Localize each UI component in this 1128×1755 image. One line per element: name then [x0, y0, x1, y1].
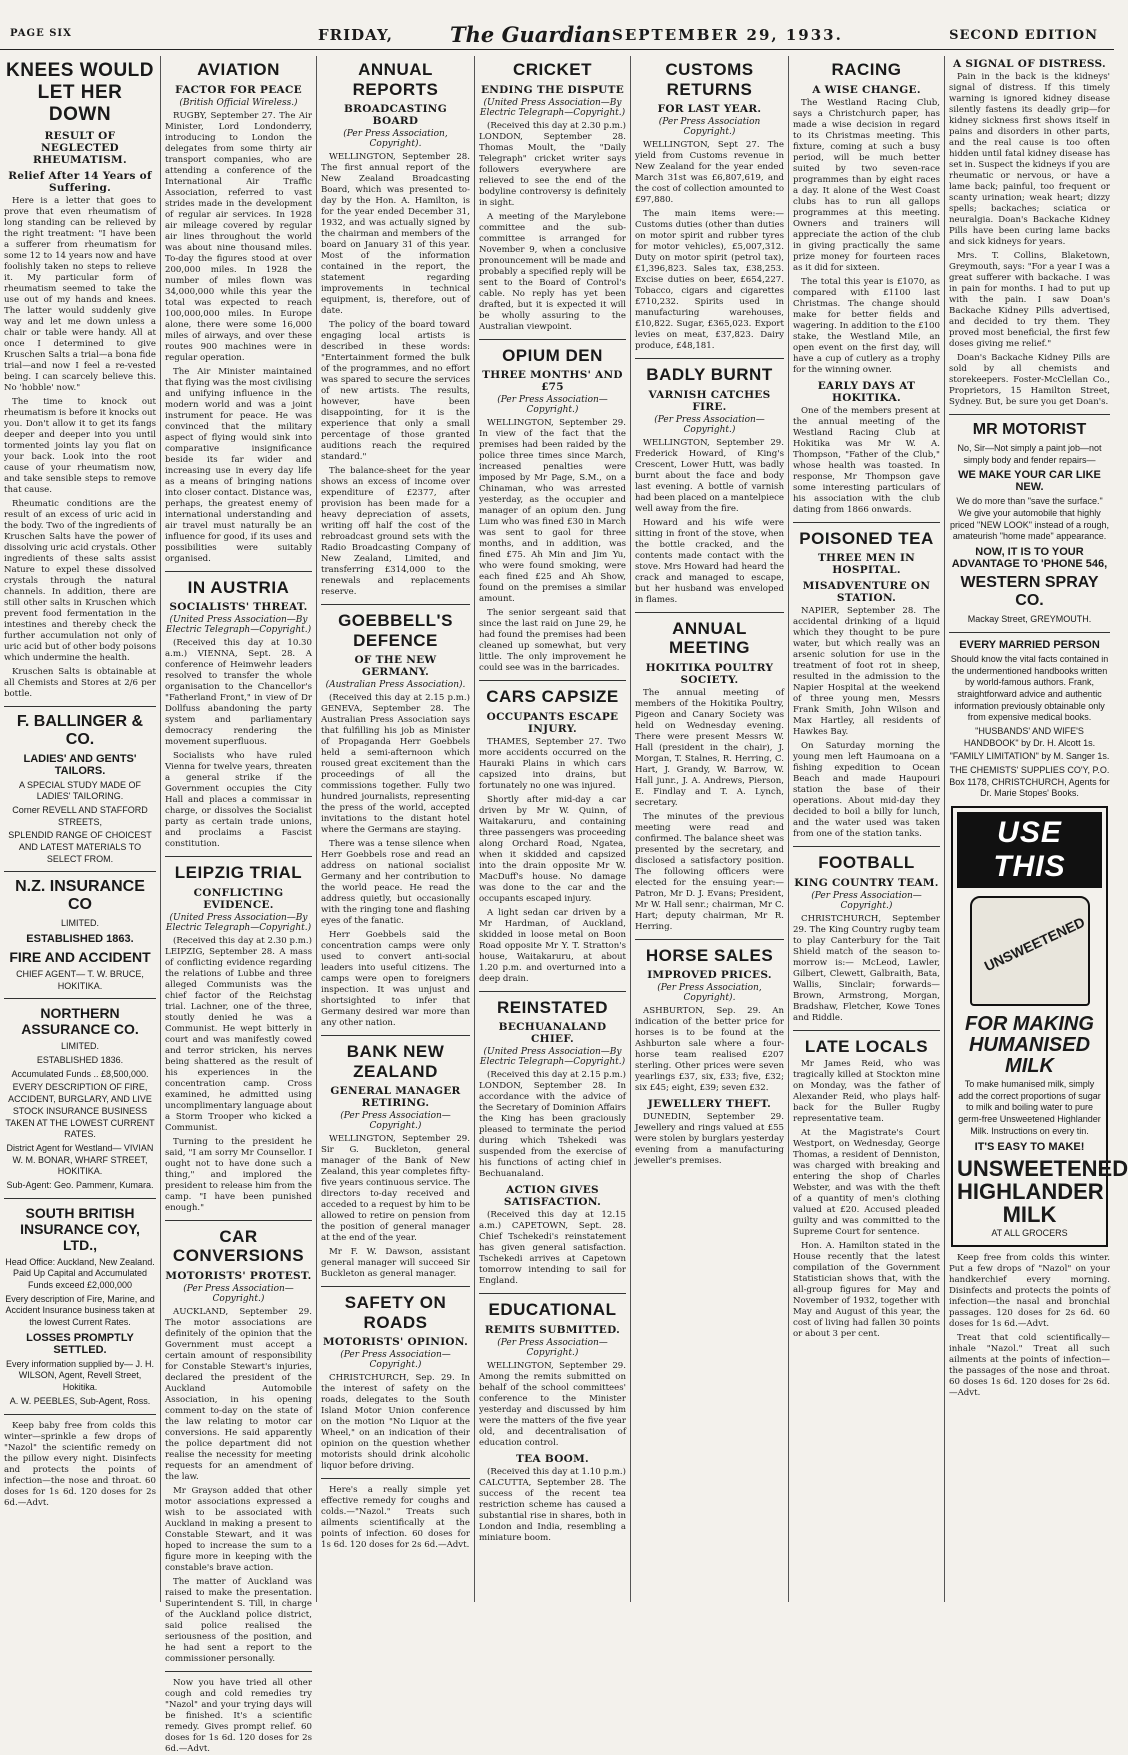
- source-line: (Per Press Association— Copyright.): [340, 1350, 451, 1371]
- article-paragraph: Mr Grayson added that other motor associations expressed a wish to be associated with Auckland in making a present to Constable Stewart, and it was hoped to increase the sum to a figure more in keeping with the constable's brave action.: [165, 1485, 312, 1573]
- headline: BANK NEW ZEALAND: [346, 1042, 445, 1081]
- article-paragraph: DUNEDIN, September 29. Jewellery and rings valued at £55 were stolen by burglars yesterday evening from a manufacturing jeweller's premises.: [635, 1112, 784, 1167]
- advert-title: WESTERN SPRAY CO.: [960, 574, 1099, 610]
- source-line: (United Press Association—By Electric Telegraph—Copyright.): [479, 1047, 626, 1068]
- headline: BADLY BURNT: [646, 365, 773, 385]
- article-paragraph: Hon. A. Hamilton stated in the House recently that the latest compilation of the Government Statistician shows that, with the all-group figures for May and November of 1932, together with May and August of this year, the cost of living had fallen 30 points or about 3 per cent.: [793, 1241, 940, 1340]
- headline: POISONED TEA: [799, 528, 934, 548]
- advert-title: N.Z. INSURANCE CO: [15, 878, 145, 914]
- advert-line: Sub-Agent: Geo. Pammenr, Kumara.: [6, 1179, 154, 1190]
- advert-nazol: Treat that cold scientifically—inhale "Nazol." Treat all such ailments at the points of infection—the passages of the nose and throat. 60 doses 1s 6d. 120 doses for 2s 6d.—Advt.: [949, 1333, 1110, 1399]
- subheadline: OF THE NEW GERMANY.: [354, 654, 437, 679]
- subheadline: THREE MONTHS' AND £75: [482, 369, 623, 394]
- advert-line: CHIEF AGENT— T. W. BRUCE, HOKITIKA.: [16, 969, 144, 991]
- article-paragraph: Socialists who have ruled Vienna for twelve years, threaten a general strike if the Government occupies the City Hall and places a commissar in charge, or dissolves the Socialist party as certain trade unions, and proclaims a Fascist constitution.: [165, 751, 312, 850]
- advert-title: F. BALLINGER & CO.: [16, 712, 144, 748]
- advert-line: LOSSES PROMPTLY SETTLED.: [26, 1331, 134, 1356]
- article-paragraph: WELLINGTON, September 29. Among the remits submitted on behalf of the school committees' conference to the Minister yesterday and discussed by him were the matters of the five year old, and decentralisation of education control.: [479, 1360, 626, 1448]
- article-paragraph: A light sedan car driven by a Mr Hardman, of Auckland, skidded in loose metal on Boon Road opposite Mr Y. T. Stratton's house, Waitakaruru, at about 1.20 p.m. and overturned into a deep drain.: [479, 907, 626, 984]
- advert-line: We do more than "save the surface." We give your automobile that highly priced "NEW LOOK" instead of a rough, amateurish "home made" appearance.: [950, 496, 1109, 542]
- article-paragraph: The Westland Racing Club, says a Christchurch paper, has made a wise decision in regard to its Christmas meeting. This fixture, coming at such a busy period, will be much better suited by two seven-race programmes than by eight races a day. It alone of the West Coast clubs has to run all gallops programmes at this meeting. Owners and trainers will appreciate the action of the club in giving practically the same prize money for fourteen races as it did for sixteen.: [793, 97, 940, 273]
- article-paragraph: ASHBURTON, Sep. 29. An indication of the better price for horses is to be found at the Ashburton sale where a four-horse team realised £207 sterling. Other prices were seven yearlings £37, six, £33; five, £32; six £45; eight, £39; seven £32.: [635, 1006, 784, 1094]
- headline: ANNUAL MEETING: [669, 618, 750, 658]
- headline: CRICKET: [512, 60, 593, 79]
- divider: [635, 939, 784, 940]
- article-paragraph: THAMES, September 27. Two more accidents occurred on the Hauraki Plains in which cars capsized into drains, but fortunately no one was injured.: [479, 736, 626, 791]
- divider: [321, 604, 470, 605]
- advert-nazol: Now you have tried all other cough and cold remedies try "Nazol" and your trying days will be finished. It's a scientific remedy. Gives prompt relief. 60 doses for 1s 6d. 120 doses for 2s 6d.—Advt.: [165, 1677, 312, 1754]
- article-paragraph: Howard and his wife were sitting in front of the stove, when the bottle cracked, and the contents made contact with the stove. Mrs Howard had heard the crack and managed to escape, but her husband was enveloped in flames.: [635, 517, 784, 605]
- advert-line: FIRE AND ACCIDENT: [9, 949, 151, 966]
- subheadline: KING COUNTRY TEAM.: [794, 876, 939, 889]
- advert-line: No, Sir—Not simply a paint job—not simply body and fender repairs—: [957, 443, 1102, 465]
- divider: [635, 612, 784, 613]
- edition-label: SECOND EDITION: [949, 28, 1098, 43]
- subheadline: OCCUPANTS ESCAPE INJURY.: [486, 710, 619, 735]
- column-3: [317, 54, 474, 1604]
- article-paragraph: (Received this day at 2.15 p.m.) LONDON, September 28. In accordance with the advice of the Secretary of Dominion Affairs the King has been graciously pleased to terminate the period during which Tshekedi was suspended from the exercise of his functions of acting chief in Bechuanaland.: [479, 1070, 626, 1180]
- subheadline: TEA BOOM.: [516, 1452, 589, 1465]
- tin-label: UNSWEETENED: [981, 913, 1087, 975]
- article-paragraph: On Saturday morning the young men left Haumoana on a fishing expedition to Ocean Beach and made Haupouri station the base of their operations. About mid-day they decided to boil a billy for lunch, and the water used was taken from one of the station tanks.: [793, 741, 940, 840]
- article-paragraph: WELLINGTON, Sept 27. The yield from Customs revenue in New Zealand for the year ended March 31st was £6,807,619, and the cost of collection amounted to £97,880.: [635, 140, 784, 206]
- subheadline: BECHUANALAND CHIEF.: [498, 1021, 607, 1046]
- subheadline: GENERAL MANAGER RETIRING.: [330, 1085, 461, 1110]
- article-paragraph: (Received this day at 2.30 p.m.) LEIPZIG, September 28. A mass of conflicting evidence regarding the relations of Lubbe and three alleged Communists was the chief factor of the Reichstag trial. Lachner, one of the three, stoutly denied he was a Communist. He wept bitterly in court and was manifestly cowed and terror stricken, his nerves being shattered as the result of his experiences in the concentration camp. Cross examined, he admitted using uncomplimentary language about a Storm Trooper who kicked a Communist.: [165, 935, 312, 1133]
- divider: [793, 522, 940, 523]
- headline: SAFETY ON ROADS: [344, 1293, 447, 1332]
- source-line: (United Press Association—By Electric Telegraph—Copyright.): [479, 97, 626, 118]
- source-line: (Per Press Association—Copyright.): [654, 414, 765, 435]
- advert-line: EVERY DESCRIPTION OF FIRE, ACCIDENT, BURGLARY, AND LIVE STOCK INSURANCE BUSINESS TAKEN AT THE LOWEST CURRENT RATES.: [5, 1082, 155, 1140]
- advert-line: Accumulated Funds .. £8,500,000.: [11, 1068, 149, 1079]
- article-paragraph: The minutes of the previous meeting were read and confirmed. The balance sheet was presented by the secretary, and disclosed a satisfactory position. The following officers were elected for the ensuing year:—Patron, Mr D. J. Evans; President, Mr W. Hall senr.; chairman, Mr C. Hart; deputy chairman, Mr R. Herring.: [635, 811, 784, 932]
- article-paragraph: Rheumatic conditions are the result of an excess of uric acid in the body. Two of the ingredients of Kruschen Salts have the power of dissolving uric acid crystals. Other ingredients of these salts assist Nature to expel these dissolved crystals through the natural channels. In addition, there are still other salts in Kruschen which prevent food fermentation in the intestines and thereby check the further accumulation not only of uric acid but of other body poisons which undermine the health.: [4, 498, 156, 663]
- article-paragraph: One of the members present at the annual meeting of the Westland Racing Club at Hokitika was Mr W. A. Thompson, "Father of the Club," whose health was toasted. In response, Mr Thompson gave some interesting particulars of his association with the club dating from 1866 onwards.: [793, 405, 940, 515]
- advert-line: LIMITED.: [60, 1041, 99, 1052]
- headline: LATE LOCALS: [804, 1036, 929, 1056]
- subheadline: FOR LAST YEAR.: [657, 103, 762, 116]
- article-paragraph: The main items were:— Customs duties (other than duties on motor spirit and rubber tyres for motor vehicles), £5,007,312. Duty on motor spirit (petrol tax), £1,396,823. Sales tax, £38,253. Excise duties on beer, £654,227. Tobacco, cigars and cigarettes £710,232. Spirits used in manufacturing warehouses, £10,822. Sugar, £365,023. Export levies on meat, £37,823. Dairy produce, £48,181.: [635, 209, 784, 352]
- advert-line: Every information supplied by— J. H. WILSON, Agent, Revell Street, Hokitika.: [5, 1358, 155, 1393]
- advert-nz-insurance: [4, 878, 156, 992]
- subheadline: ACTION GIVES SATISFACTION.: [503, 1184, 602, 1209]
- subheadline: MOTORISTS' PROTEST.: [165, 1269, 312, 1282]
- divider: [165, 1220, 312, 1221]
- advert-line: "FAMILY LIMITATION" by M. Sanger 1s.: [949, 751, 1110, 762]
- article-paragraph: Here is a letter that goes to prove that even rheumatism of long standing can be relieved by the right treatment: "I have been a sufferer from rheumatism for some 12 to 14 years now and have foolishly taken no steps to relieve it. My particular form of rheumatism seemed to take the use out of my hands and knees. The latter would suddenly give way and let me down unless a chair or table were handy. All at once I determined to give Kruschen Salts a trial—a bona fide trial—and now I feel a re-vested being. I can scarcely believe this. No 'hobble' now.": [4, 195, 156, 393]
- subheadline: VARNISH CATCHES FIRE.: [648, 388, 771, 413]
- advert-south-british: [4, 1205, 156, 1408]
- article-paragraph: (Received this day at 10.30 a.m.) VIENNA, Sept. 28. A conference of Heimwehr leaders resolved to transfer the whole organisation to the Chancellor's "Fatherland Front," in view of Dr Dollfuss abandoning the party system and parliamentary democracy rendering the movement superfluous.: [165, 638, 312, 748]
- divider: [793, 1030, 940, 1031]
- advert-line: A SPECIAL STUDY MADE OF LADIES' TAILORING.: [18, 779, 142, 802]
- article-paragraph: Herr Goebbels said the concentration camps were only used to convert anti-social leaders into useful citizens. The camps were open to foreigners inspection. It was unjust and shortsighted to infer that Germany desired war more than any other nation.: [321, 930, 470, 1029]
- advert-line: WE MAKE YOUR CAR LIKE NEW.: [958, 469, 1101, 494]
- article-paragraph: WELLINGTON, September 29. Sir G. Buckleton, general manager of the Bank of New Zealand, this year completes fifty-five years continuous service. The directors to-day received and acceded to a request by him to be allowed to retire on pension from the position of general manager at the end of the year.: [321, 1134, 470, 1244]
- source-line: (British Official Wireless.): [179, 97, 298, 108]
- advert-title: MR MOTORIST: [972, 421, 1087, 438]
- advert-ballinger: [4, 713, 156, 866]
- divider: [949, 414, 1110, 415]
- subheadline: A WISE CHANGE.: [812, 83, 921, 96]
- advert-line: Mackay Street, GREYMOUTH.: [967, 614, 1092, 625]
- article-paragraph: Doan's Backache Kidney Pills are sold by all chemists and storekeepers. Foster-McClellan Co., Proprietors, 15 Hamilton Street, Sydney. But, be sure you get Doan's.: [949, 353, 1110, 407]
- source-line: (Per Press Association— Copyright.): [497, 395, 608, 416]
- article-paragraph: AUCKLAND, September 29. The motor associations are definitely of the opinion that the Government must accept a certain amount of responsibility for Constable Stewart's injuries, declared the president of the Auckland Automobile Association, in his opening comment to-day on the state of the law relating to motor car conversions. He said apparently the police department did not realise the necessity for meeting requests for an amendment of the law.: [165, 1306, 312, 1482]
- divider: [479, 991, 626, 992]
- divider: [321, 1035, 470, 1036]
- advert-highlander-milk: [951, 806, 1128, 1247]
- headline: CAR CONVERSIONS: [172, 1226, 305, 1266]
- subheadline: SOCIALISTS' THREAT.: [169, 601, 308, 614]
- subheadline: THREE MEN IN HOSPITAL.: [817, 552, 916, 577]
- headline: CUSTOMS RETURNS: [665, 60, 754, 99]
- headline: LEIPZIG TRIAL: [174, 863, 303, 883]
- column-7: [945, 54, 1128, 1604]
- article-paragraph: The balance-sheet for the year shows an excess of income over expenditure of £2377, after provision has been made for a heavy depreciation of assets, writing off half the cost of the rebroadcast ground sets with the Radio Broadcasting Company of New Zealand, Limited, and transferring £314,000 to the renewals and replacements reserve.: [321, 466, 470, 598]
- column-5: [631, 54, 788, 1604]
- article-paragraph: The senior sergeant said that since the last raid on June 29, he had found the premises had been cleaned up somewhat, but very little. The only improvement he could see was in the barricades.: [479, 608, 626, 674]
- subheadline: CONFLICTING EVIDENCE.: [193, 886, 284, 911]
- divider: [4, 1414, 156, 1415]
- article-paragraph: The policy of the board toward engaging local artists is described in these words: "Entertainment formed the bulk of the programmes, and no effort was spared to secure the services of new artists. The results, however, have been disappointing, for it is the experience that only a small percentage of those granted auditions reach the required standard.": [321, 320, 470, 463]
- article-paragraph: At the Magistrate's Court Westport, on Wednesday, George Thomas, a resident of Denniston, was charged with breaking and entering the shop of Charles Webster, and was with the theft of a quantity of men's clothing valued at £20. Accused pleaded guilty and was committed to the Supreme Court for sentence.: [793, 1128, 940, 1238]
- article-paragraph: The time to knock out rheumatism is before it knocks out you. Don't allow it to get its fangs deeper and deeper into you until tormented joints lay you flat on your back. Look into the root cause of your rheumatism now, and take sensible steps to remove that cause.: [4, 396, 156, 495]
- advert-nazol: Here's a really simple yet effective remedy for coughs and colds.—"Nazol." Treats such ailments scientifically at the points of infection. 60 doses for 1s 6d. 120 doses for 2s 6d.—Advt.: [321, 1485, 470, 1551]
- subheadline: REMITS SUBMITTED.: [484, 1323, 621, 1336]
- source-line: (United Press Association—By Electric Telegraph—Copyright.): [165, 912, 312, 933]
- subheadline: RESULT OF NEGLECTED RHEUMATISM.: [33, 129, 127, 166]
- article-paragraph: RUGBY, September 27. The Air Minister, Lord Londonderry, introducing to London the delegates from some thirty air transport companies, who are attending a conference of the International Air Traffic Association, referred to vast strides made in the development of regular air services. In 1928 air mileage covered by regular air lines throughout the world was about nine thousand miles. To-day the figures stood at over 200,000 miles. In 1928 the number of miles flown was 34,000,000 while this year the total was expected to reach 100,000,000 miles. In Europe alone, there were some 16,000 miles of airways, and over these routes 900 machines were in regular operation.: [165, 110, 312, 363]
- divider: [479, 680, 626, 681]
- subheadline: MOTORISTS' OPINION.: [322, 1336, 469, 1349]
- article-paragraph: Mrs. T. Collins, Blaketown, Greymouth, says: "For a year I was a great sufferer with backache. I was in pain for months. I had to put up with the pain. I saw Doan's Backache Kidney Pills advertised, and decided to try them. They proved most beneficial, the first few doses giving me relief.": [949, 251, 1110, 349]
- source-line: (Per Press Association— Copyright.): [340, 1111, 451, 1132]
- subheadline: EARLY DAYS AT HOKITIKA.: [817, 379, 916, 404]
- divider: [793, 846, 940, 847]
- column-2: [161, 54, 316, 1754]
- headline: GOEBBELL'S DEFENCE: [338, 611, 453, 650]
- column-1: [0, 54, 160, 1604]
- divider: [4, 706, 156, 707]
- article-paragraph: NAPIER, September 28. The accidental drinking of a liquid which they thought to be pure water, but which really was an arsenic solution for use in the treatment of foot rot in sheep, resulted in the admission to the Napier Hospital at the weekend of three young men, Messrs Frank Smith, John Wilson and Max Hartley, all residents of Hawkes Bay.: [793, 606, 940, 738]
- article-paragraph: Kruschen Salts is obtainable at all Chemists and Stores at 2/6 per bottle.: [4, 666, 156, 699]
- headline: RACING: [831, 60, 902, 79]
- advert-line: ESTABLISHED 1863.: [26, 933, 134, 946]
- divider: [479, 1293, 626, 1294]
- subheadline: HOKITIKA POULTRY SOCIETY.: [645, 661, 774, 686]
- source-line: (Per Press Association, Copyright).: [657, 983, 762, 1004]
- advert-nazol: Keep baby free from colds this winter—sprinkle a few drops of "Nazol" the scientific remedy on the pillow every night. Disinfects and protects the points of infection—the nose and throat. 60 doses for 1s 6d. 120 doses for 2s 6d.—Advt.: [4, 1420, 156, 1508]
- newspaper-title: The Guardian: [450, 22, 611, 47]
- advert-title: FOR MAKING HUMANISED MILK: [965, 1013, 1094, 1078]
- advert-title: SOUTH BRITISH INSURANCE COY, LTD.,: [20, 1204, 140, 1253]
- headline: REINSTATED: [496, 997, 609, 1017]
- headline: OPIUM DEN: [502, 345, 603, 365]
- divider: [4, 1198, 156, 1199]
- article-paragraph: (Received this day at 2.30 p.m.) LONDON, September 28. Thomas Moult, the "Daily Telegraph" cricket writer says followers everywhere are relieved to see the end of the bodyline controversy is definitely in sight.: [479, 120, 626, 208]
- article-paragraph: Mr James Reid, who was tragically killed at Stockton mine on Monday, was the father of Alexander Reid, who plays half-back for the Buller Rugby representative team.: [793, 1059, 940, 1125]
- advert-line: "HUSBANDS' AND WIFE'S HANDBOOK" by Dr. H. Alcott 1s.: [963, 725, 1096, 748]
- headline: FOOTBALL: [818, 853, 915, 873]
- advert-line: Corner REVELL AND STAFFORD STREETS,: [12, 804, 148, 827]
- source-line: (United Press Association—By Electric Telegraph—Copyright.): [165, 615, 312, 636]
- advert-northern-assurance: [4, 1005, 156, 1191]
- page-number: PAGE SIX: [10, 28, 72, 39]
- headline: EDUCATIONAL: [488, 1300, 617, 1320]
- advert-western-spray: [949, 421, 1110, 626]
- divider: [321, 1478, 470, 1479]
- divider: [4, 871, 156, 872]
- article-paragraph: (Received this day at 12.15 a.m.) CAPETOWN, Sept. 28. Chief Tschekedi's reinstatement has given general satisfaction. Tschekedi arrives at Capetown tomorrow intending to sail for England.: [479, 1210, 626, 1287]
- source-line: (Per Press Association— Copyright.): [811, 890, 922, 911]
- advert-banner: USE THIS: [957, 812, 1102, 888]
- column-6: [789, 54, 944, 1604]
- subheadline: Relief After 14 Years of Suffering.: [8, 169, 152, 194]
- advert-title: EVERY MARRIED PERSON: [959, 638, 1100, 651]
- advert-line: LIMITED.: [60, 918, 99, 929]
- article-paragraph: Turning to the president he said, "I am sorry Mr Counsellor. I ought not to have done such a thing," and implored the president to release him from the camp. "I have been punished enough.": [165, 1136, 312, 1213]
- advert-line: THE CHEMISTS' SUPPLIES CO'Y, P.O. Box 1178, CHRISTCHURCH, Agents for Dr. Marie Stopes' Books.: [949, 765, 1110, 799]
- advert-line: NOW, IT IS TO YOUR ADVANTAGE TO 'PHONE 546,: [951, 546, 1108, 571]
- article-paragraph: A meeting of the Marylebone committee and the sub-committee is arranged for November 9, when a conclusive pronouncement will be made and probably a specified reply will be sent to the Board of Control's cable. No reply has yet been drafted, but it is expected it will be wholly assuring to the Australian viewpoint.: [479, 211, 626, 332]
- advert-line: Every description of Fire, Marine, and Accident Insurance business taken at the lowest Current Rates.: [5, 1293, 155, 1328]
- article-paragraph: Pain in the back is the kidneys' signal of distress. If this timely warning is ignored kidney disease silently fastens its deadly grip—for kidney sickness first shows itself in pains and disorders in other parts, and the real cause is too often hidden until fatal kidney disease has set in. Suspect the kidneys if you are rheumatic or nervous, or have a lame back; painful, too frequent or scanty urination; weak heart; dizzy spells; backaches; sciatica or neuralgia. Doan's Backache Kidney Pills have been curing lame backs and sick kidneys for years.: [949, 72, 1110, 247]
- column-4: [475, 54, 630, 1604]
- source-line: (Per Press Association, Copyright).: [343, 129, 448, 150]
- divider: [165, 856, 312, 857]
- article-paragraph: There was a tense silence when Herr Goebbels rose and read an address on national socialist Germany and her contribution to the world peace. He read the address quietly, but occasionally with the ringing tone and flashing eyes of the fanatic.: [321, 839, 470, 927]
- article-paragraph: Shortly after mid-day a car driven by Mr W. Quinn, of Waitakaruru, and containing three passengers was proceeding along Orchard Road, Ngatea, when it skidded and capsized into the drain opposite Mr W. MacDuff's house. No damage was done to the car and the occupants escaped injury.: [479, 794, 626, 904]
- masthead-date: SEPTEMBER 29, 1933.: [612, 26, 843, 44]
- headline: IN AUSTRIA: [187, 577, 290, 597]
- headline: CARS CAPSIZE: [486, 687, 619, 707]
- article-paragraph: WELLINGTON, September 29. Frederick Howard, of King's Crescent, Lower Hutt, was badly burnt about the face and body last evening. A bottle of varnish had been placed on a mantelpiece well away from the fire.: [635, 437, 784, 514]
- advert-line: District Agent for Westland— VIVIAN W. M. BONAR, WHARF STREET, HOKITIKA.: [6, 1142, 154, 1177]
- source-line: (Australian Press Association).: [325, 680, 466, 691]
- masthead: [0, 0, 1114, 50]
- article-paragraph: The Air Minister maintained that flying was the most civilising and unifying influence in the modern world and was a joint instrument for peace. He was convinced that the military aspect of flying would sink into comparative insignificance beside its far wider and increasing use in every day life as a means of bringing nations into closer contact. Distance was, perhaps, the greatest enemy of international understanding and air travel must naturally be an influence for good, if its uses and possibilities were suitably organised.: [165, 366, 312, 564]
- advert-brand: UNSWEETENED HIGHLANDER MILK: [957, 1155, 1128, 1227]
- masthead-day: FRIDAY,: [318, 26, 394, 44]
- article-paragraph: CHRISTCHURCH, Sep. 29. In the interest of safety on the roads, delegates to the South Island Motor Union conference on the motion "No Liquor at the Wheel," on an indication of their opinion on the question whether motorists should drink alcoholic liquor before driving.: [321, 1373, 470, 1472]
- divider: [165, 1671, 312, 1672]
- article-paragraph: (Received this day at 2.15 p.m.) GENEVA, September 28. The Australian Press Association says that fulfilling his job as Minister of Propaganda Herr Goebbels held a semi-afternoon which roused great excitement than the proceedings of all the commissions together. Fully two hundred journalists, representing the press of the world, accepted invitations to the distant hotel where the Germans are staying.: [321, 693, 470, 836]
- headline: HORSE SALES: [645, 945, 774, 965]
- source-line: (Per Press Association— Copyright.): [183, 1283, 294, 1304]
- advert-line: AT ALL GROCERS: [991, 1227, 1068, 1238]
- article-paragraph: WELLINGTON, September 28. The first annual report of the New Zealand Broadcasting Board, which was presented to-day by the Hon. A. Hamilton, is for the year ended December 31, 1932, and was actually signed by the chairman and members of the board on January 31 of this year. Most of the information contained in the report, the statement regarding improvements in technical equipment, is, therefore, out of date.: [321, 152, 470, 317]
- article-paragraph: The total this year is £1070, as compared with £1100 last Christmas. The change should make for better fields and wagering. In addition to the £100 stake, the Westland Mile, an open event on the first day, will have a cup of cutlery as a trophy for the winning owner.: [793, 276, 940, 375]
- advert-married-person: [949, 639, 1110, 800]
- article-paragraph: (Received this day at 1.10 p.m.) CALCUTTA, September 28. The success of the recent tea restriction scheme has caused a substantial rise in shares, both in London and India, resembling a miniature boom.: [479, 1466, 626, 1543]
- divider: [321, 1286, 470, 1287]
- source-line: (Per Press Association Copyright.): [658, 117, 761, 138]
- article-paragraph: The matter of Auckland was raised to make the presentation. Superintendent S. Till, in charge of the Auckland police district, said police realised the seriousness of the position, and he had sent a report to the commissioner personally.: [165, 1576, 312, 1664]
- subheadline: IMPROVED PRICES.: [647, 969, 772, 982]
- divider: [165, 571, 312, 572]
- advert-nazol: Keep free from colds this winter. Put a few drops of "Nazol" on your handkerchief every morning. Disinfects and protects the points of infection—the nasal and bronchial passages. 120 doses for 2s 6d. 60 doses for 1s 6d.—Advt.: [949, 1253, 1110, 1330]
- headline: A SIGNAL OF DISTRESS.: [953, 58, 1106, 70]
- divider: [949, 632, 1110, 633]
- headline: ANNUAL REPORTS: [352, 60, 439, 99]
- subheadline: BROADCASTING BOARD: [344, 103, 447, 128]
- headline: AVIATION: [197, 60, 280, 79]
- advert-title: NORTHERN ASSURANCE CO.: [21, 1005, 139, 1038]
- article-paragraph: Mr F. W. Dawson, assistant general manager will succeed Sir Buckleton as general manager.: [321, 1247, 470, 1280]
- subheadline: ENDING THE DISPUTE: [480, 83, 625, 96]
- subheadline: FACTOR FOR PEACE: [175, 83, 302, 96]
- advert-line: LADIES' AND GENTS' TAILORS.: [23, 752, 137, 777]
- milk-tin-icon: [970, 896, 1090, 1006]
- article-paragraph: WELLINGTON, September 29. In view of the fact that the premises had been raided by the police three times since March, increased penalties were imposed by Mr Page, S.M., on a Chinaman, who was arrested yesterday, as the occupier and manager of an opium den. Jung Lum who was fined £30 in March was sent to gaol for three months, and in addition, was fined £75. Ah Min and Jim Yu, who were found smoking, were each fined £25 and Ah Show, found on the premises a similar amount.: [479, 418, 626, 605]
- subheadline: JEWELLERY THEFT.: [647, 1098, 772, 1111]
- divider: [4, 998, 156, 999]
- article-paragraph: CHRISTCHURCH, September 29. The King Country rugby team to play Canterbury for the Tait Shield match of the season to-morrow is:— McLeod, Lawler, Gilbert, Clewett, Galbraith, Bata, Wallis, Sinclair; forwards—Brown, Armstrong, Morgan, Bradshaw, Fletcher, Kowe Tones and Riddle.: [793, 913, 940, 1023]
- headline: KNEES WOULD LET HER DOWN: [6, 60, 154, 125]
- source-line: (Per Press Association—Copyright.): [497, 1337, 608, 1358]
- advert-line: Should know the vital facts contained in the undermentioned handbooks written by world-famous authors. Frank, straightforward advice and authentic information previously obtainable only from expensive medical books.: [950, 653, 1109, 723]
- article-paragraph: The annual meeting of members of the Hokitika Poultry, Pigeon and Canary Society was held on Wednesday evening. There were present Messrs W. Hall (president in the chair), J. Morgan, T. Stalnes, R. Herring, C. Hart, J. Grandy, W. Barrow, W. Hall junr., J. A. Andrews, Pierson, E. Findlay and T. A. Lynch, secretary.: [635, 687, 784, 808]
- advert-line: IT'S EASY TO MAKE!: [974, 1140, 1085, 1153]
- advert-line: To make humanised milk, simply add the correct proportions of sugar to milk and boiling water to pure germ-free Unsweetened Highlander Milk. Instructions on every tin.: [958, 1079, 1101, 1136]
- advert-line: SPLENDID RANGE OF CHOICEST AND LATEST MATERIALS TO SELECT FROM.: [8, 830, 152, 864]
- divider: [479, 339, 626, 340]
- advert-line: Head Office: Auckland, New Zealand. Paid Up Capital and Accumulated Funds exceed £2,000,000: [5, 1256, 155, 1291]
- advert-line: ESTABLISHED 1836.: [36, 1055, 124, 1066]
- subheadline: MISADVENTURE ON STATION.: [802, 580, 931, 605]
- advert-line: A. W. PEEBLES, Sub-Agent, Ross.: [9, 1395, 151, 1406]
- divider: [635, 358, 784, 359]
